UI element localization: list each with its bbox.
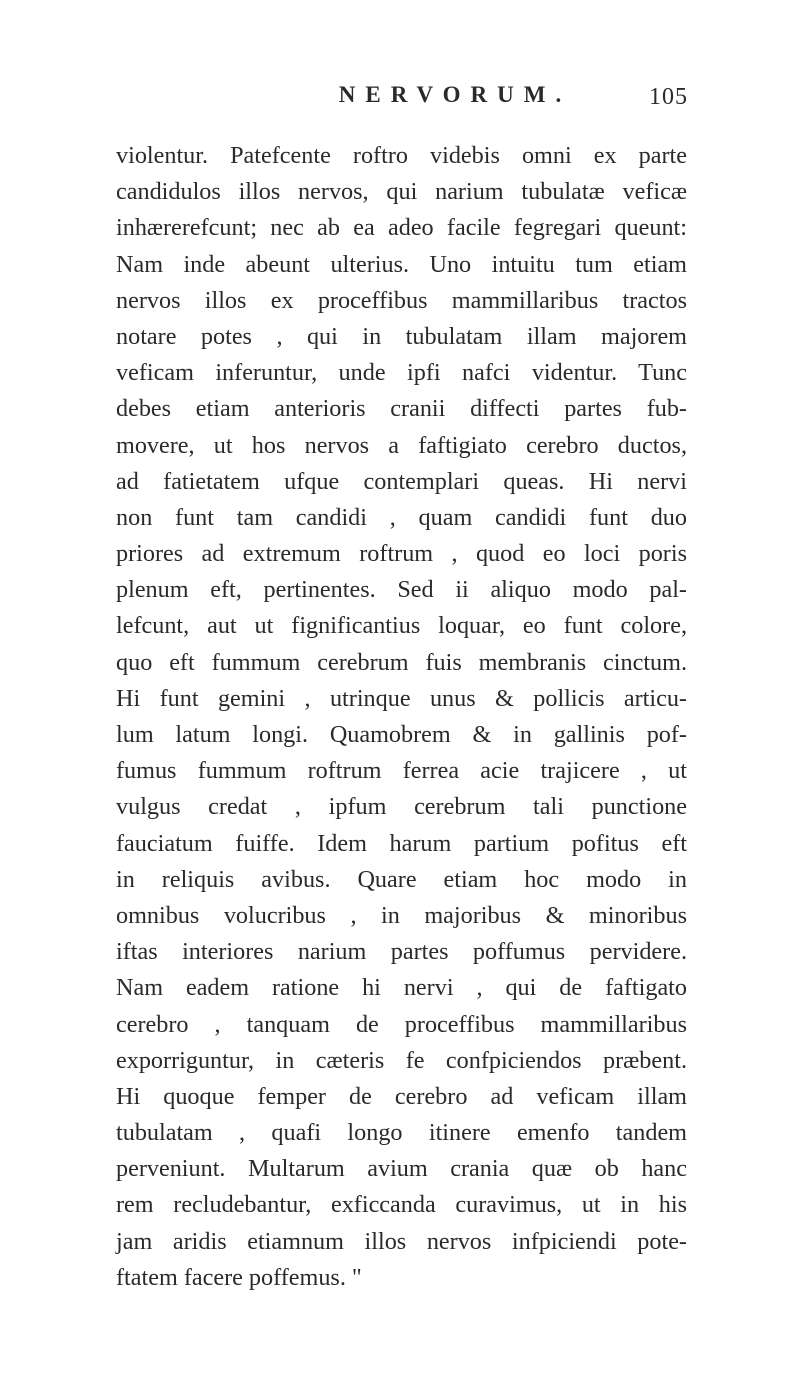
text-line: perveniunt. Multarum avium crania quæ ob hanc: [116, 1155, 687, 1183]
text-line: Nam eadem ratione hi nervi , qui de faftigato: [116, 974, 687, 1002]
text-line: quo eft fummum cerebrum fuis membranis cinctum.: [116, 648, 687, 676]
text-line: non funt tam candidi , quam candidi funt duo: [116, 503, 687, 531]
text-line: ftatem facere poffemus. ": [116, 1263, 362, 1291]
running-title: NERVORUM.: [338, 82, 572, 107]
text-line: fumus fummum roftrum ferrea acie trajicere , ut: [116, 757, 687, 785]
text-line: ad fatietatem ufque contemplari queas. Hi nervi: [116, 467, 687, 495]
text-line: fauciatum fuiffe. Idem harum partium pofitus eft: [116, 829, 687, 857]
text-line: cerebro , tanquam de proceffibus mammillaribus: [116, 1010, 687, 1038]
text-line: nervos illos ex proceffibus mammillaribus tractos: [116, 286, 687, 314]
text-line: Hi quoque femper de cerebro ad veficam illam: [116, 1082, 687, 1110]
text-line: iftas interiores narium partes poffumus pervidere.: [116, 938, 687, 966]
text-line: Hi funt gemini , utrinque unus & pollicis articu-: [116, 684, 687, 712]
text-line: candidulos illos nervos, qui narium tubulatæ veficæ: [116, 178, 687, 206]
text-line: jam aridis etiamnum illos nervos infpiciendi pote-: [116, 1227, 687, 1255]
text-line: vulgus credat , ipfum cerebrum tali punctione: [116, 793, 687, 821]
text-line: tubulatam , quafi longo itinere emenfo tandem: [116, 1119, 687, 1147]
text-line: violentur. Patefcente roftro videbis omni ex parte: [116, 142, 687, 169]
text-line: notare potes , qui in tubulatam illam majorem: [116, 322, 687, 350]
text-line: lum latum longi. Quamobrem & in gallinis pof-: [116, 721, 687, 748]
text-line: debes etiam anterioris cranii diffecti partes fub-: [116, 395, 687, 423]
text-line: exporriguntur, in cæteris fe confpiciendos præbent.: [116, 1046, 687, 1074]
page-number: 105: [649, 84, 688, 110]
body-text: [116, 138, 687, 1296]
text-line: plenum eft, pertinentes. Sed ii aliquo modo pal-: [116, 576, 687, 604]
text-line: inhærerefcunt; nec ab ea adeo facile fegregari queunt:: [116, 214, 687, 242]
text-line: veficam inferuntur, unde ipfi nafci videntur. Tunc: [116, 359, 687, 387]
text-line: in reliquis avibus. Quare etiam hoc modo in: [116, 865, 687, 893]
text-line: Nam inde abeunt ulterius. Uno intuitu tum etiam: [116, 250, 687, 278]
text-line: movere, ut hos nervos a faftigiato cerebro ductos,: [116, 431, 687, 459]
text-line: priores ad extremum roftrum , quod eo loci poris: [116, 540, 687, 568]
running-head: [0, 82, 800, 116]
text-line: lefcunt, aut ut fignificantius loquar, eo funt colore,: [116, 612, 687, 640]
text-line: rem recludebantur, exficcanda curavimus, ut in his: [116, 1191, 687, 1219]
text-line: omnibus volucribus , in majoribus & minoribus: [116, 901, 687, 929]
